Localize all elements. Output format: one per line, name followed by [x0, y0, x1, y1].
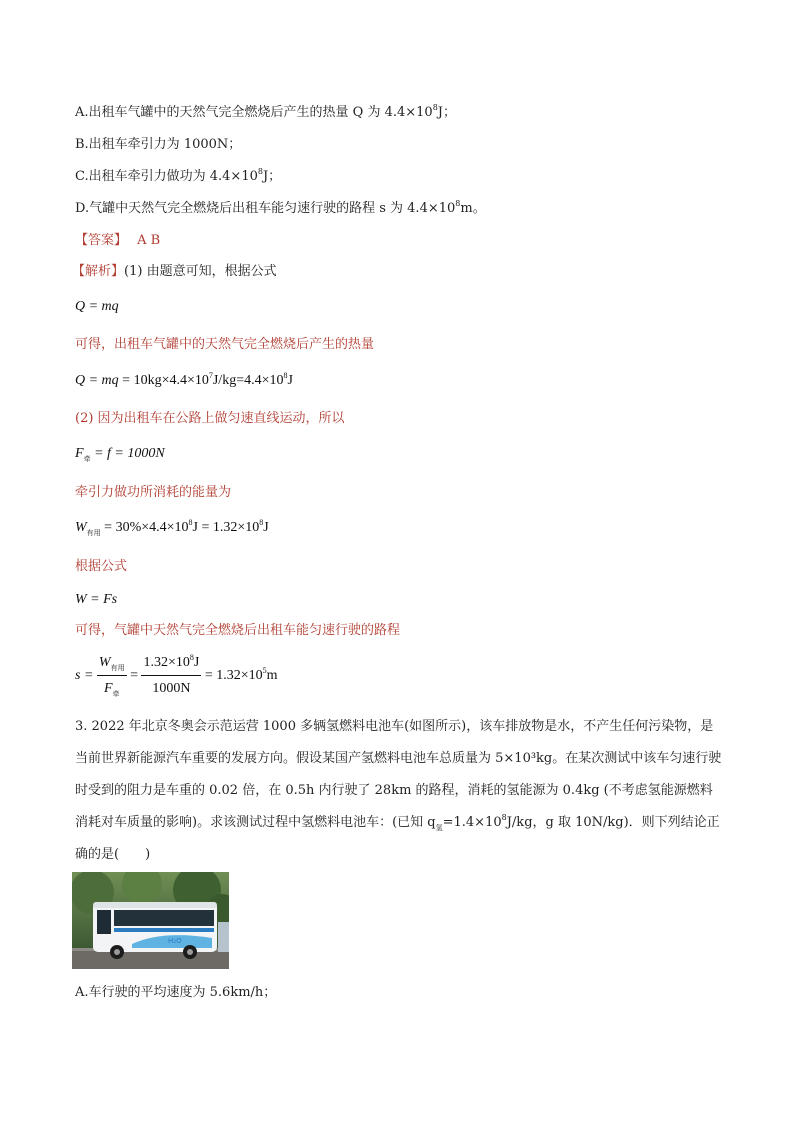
svg-text:H₂O: H₂O — [168, 937, 182, 945]
analysis-label: 【解析】 — [72, 264, 125, 279]
question-3-text: 3. 2022 年北京冬奥会示范运营 1000 多辆氢燃料电池车(如图所示)，该车排放物是水，不产生任何污染物，是当前世界新能源汽车重要的发展方向。假设某国产氢燃料电池车总质量为 5×10³kg。在某次测试中该车匀速行驶时受到的阻力是车重的 0.02 倍，在 0.5h 内行驶了 28km 的路程，消耗的氢能源为 0.4kg (不考虑氢能源燃料消耗对车质量的影响)。求该测试过程中氢燃料电池车：(已知 $q_氢=1.4\times 10^8J/kg$，g 取 10N/kg)．则下列结论正确的是( ) — [75, 719, 722, 862]
option-b: B.出租车牵引力为 1000N； — [75, 137, 242, 152]
q3-option-a: A.车行驶的平均速度为 5.6km/h； — [75, 985, 277, 1000]
option-c: C.出租车牵引力做功为 $4.4\times 10^8J$； — [75, 167, 282, 184]
fraction-values: $\frac{1.32\times 10^8J}{1000N}$ — [143, 653, 200, 696]
equation-4: $W_{有用} = 30\%\times 4.4\times 10^8J = 1.32\times 10^8J$ — [75, 518, 269, 537]
bus-photo — [72, 872, 229, 969]
analysis-text5: 可得，气罐中天然气完全燃烧后出租车能匀速行驶的路程 — [75, 623, 401, 638]
bus — [93, 902, 217, 959]
analysis-text2: 可得，出租车气罐中的天然气完全燃烧后产生的热量 — [75, 337, 375, 352]
answer-line — [75, 232, 160, 250]
answer-label: 【答案】 — [75, 233, 128, 248]
option-a: A.出租车气罐中的天然气完全燃烧后产生的热量 Q 为 $4.4\times 10^8J$； — [75, 103, 456, 120]
equation-3: $F_牵 = f = 1000N$ — [75, 446, 165, 463]
analysis-text3: 牵引力做功所消耗的能量为 — [75, 485, 232, 500]
equation-2: Q = mq = $10kg\times 4.4\times 10^7J/kg=4.4\times 10^8J$ — [75, 371, 293, 388]
equation-5: W = Fs — [75, 592, 118, 607]
equation-1: Q = mq — [75, 299, 119, 314]
analysis-text4: 根据公式 — [75, 559, 128, 574]
bus-illustration — [72, 872, 229, 969]
equation-6: s = $\frac{W_{有用}}{F_牵}$ = $\frac{1.32\times 10^8J}{1000N}$ = $1.32\times 10^5m$ — [75, 653, 278, 698]
fraction-w-over-f: $\frac{W_{有用}}{F_牵}$ — [97, 652, 127, 700]
analysis-step2: (2) 因为出租车在公路上做匀速直线运动，所以 — [75, 411, 345, 426]
answer-value: A B — [137, 233, 161, 248]
analysis-step1: 【解析】(1) 由题意可知，根据公式 — [72, 264, 277, 279]
option-d: D.气罐中天然气完全燃烧后出租车能匀速行驶的路程 s 为 $4.4\times 10^8m$。 — [75, 199, 486, 216]
